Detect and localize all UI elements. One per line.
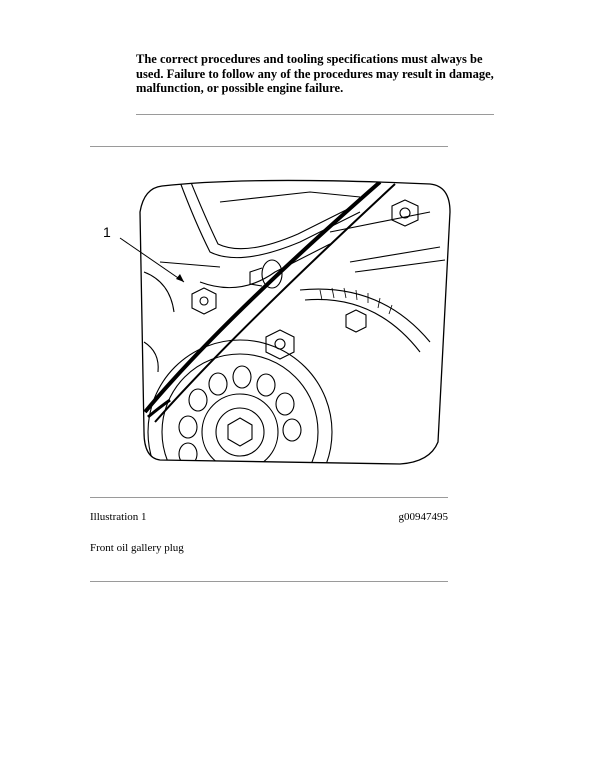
- divider-bottom: [90, 581, 448, 582]
- illustration-label: Illustration 1: [90, 511, 147, 523]
- warning-text: The correct procedures and tooling specifications must always be used. Failure to follow any of the procedures may result in damage, malfunction, or possible engine failure.: [136, 52, 494, 95]
- illustration-caption: Front oil gallery plug: [90, 542, 184, 554]
- divider-figure-bottom: [90, 497, 448, 498]
- engine-illustration: [100, 172, 460, 477]
- divider-top: [136, 114, 494, 115]
- divider-figure-top: [90, 146, 448, 147]
- illustration-code: g00947495: [398, 511, 448, 523]
- callout-label: 1: [103, 224, 111, 240]
- illustration-caption-row: [90, 511, 448, 523]
- illustration-frame: [140, 180, 450, 464]
